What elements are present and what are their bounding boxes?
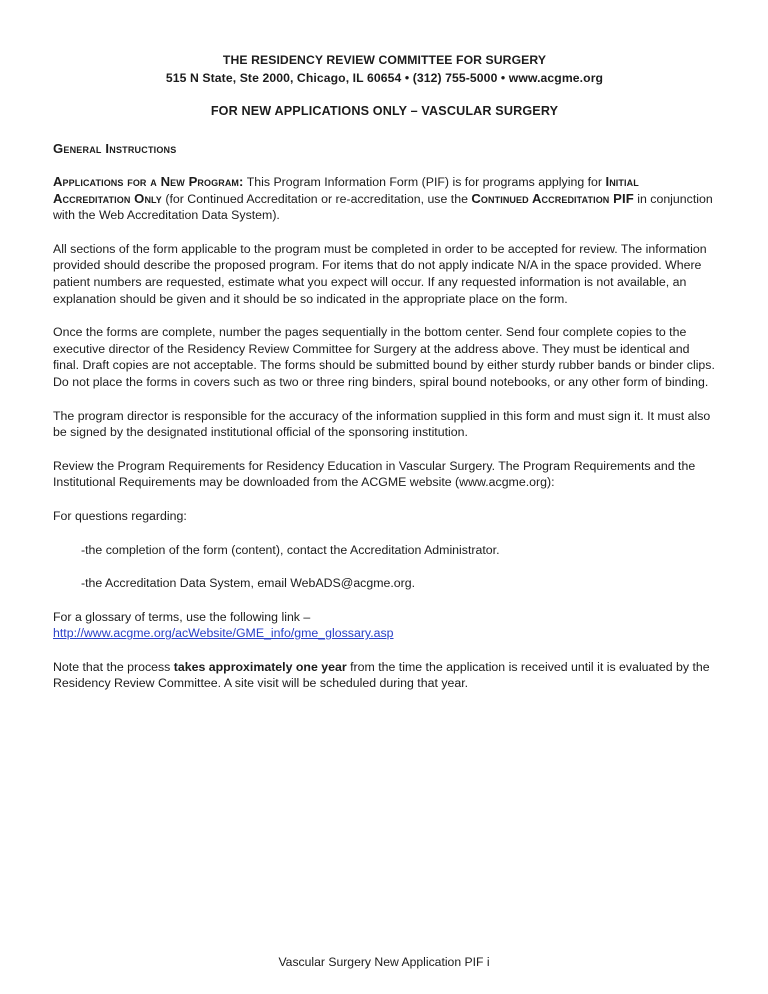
section-heading-general-instructions: General Instructions: [53, 141, 177, 156]
spacer: [53, 642, 716, 659]
page-footer: Vascular Surgery New Application PIF i: [278, 955, 490, 969]
continued-accreditation-label: Continued Accreditation PIF: [471, 190, 634, 206]
document-header: [53, 52, 716, 87]
paragraph-applications: [53, 174, 716, 224]
spacer: [53, 391, 716, 408]
paragraph-all-sections: All sections of the form applicable to the program must be completed in order to be accepted for review. The information provided should describe the proposed program. For items that do not apply indicate N/A in the space provided. Where patient numbers are requested, estimate what you expect will occur. If any requested information is not available, an explanation should be given and it should be so indicated in the appropriate place on the form.: [53, 241, 707, 306]
paragraph-forms-complete: Once the forms are complete, number the pages sequentially in the bottom center. Send four complete copies to the executive director of the Residency Review Committee for Surgery at the address above. They must be identical and final. Draft copies are not acceptable. The forms should be submitted bound by either sturdy rubber bands or binder clips. Do not place the forms in covers such as two or three ring binders, spiral bound notebooks, or any other form of binding.: [53, 325, 715, 389]
spacer: [53, 307, 716, 324]
paragraph-glossary: [53, 609, 716, 642]
initial-accreditation-label: Initial Accreditation Only: [53, 174, 639, 206]
document-subtitle: FOR NEW APPLICATIONS ONLY – VASCULAR SURGERY: [210, 104, 559, 118]
spacer: [53, 441, 716, 458]
document-content: [53, 52, 716, 692]
paragraph-program-requirements: Review the Program Requirements for Residency Education in Vascular Surgery. The Program Requirements and the Institutional Requirements may be downloaded from the ACGME website (www.acgme.org):: [53, 458, 696, 490]
spacer: [53, 224, 716, 241]
glossary-link[interactable]: http://www.acgme.org/acWebsite/GME_info/gme_glossary.asp: [53, 626, 394, 641]
note-text-2: from the time the application is received until it is evaluated by the Residency Review Committee. A site visit will be scheduled during that year.: [53, 659, 710, 691]
spacer: [53, 491, 716, 508]
note-bold-text: takes approximately one year: [173, 659, 347, 674]
spacer: [53, 157, 716, 174]
questions-intro: For questions regarding:: [53, 508, 187, 523]
question-item-accreditation-data-system: -the Accreditation Data System, email WebADS@acgme.org.: [81, 576, 416, 591]
spacer: [53, 592, 716, 609]
applications-text-2: (for Continued Accreditation or re-accreditation, use the: [161, 191, 472, 206]
organization-address: 515 N State, Ste 2000, Chicago, IL 60654 • (312) 755-5000 • www.acgme.org: [165, 70, 604, 85]
question-item-form-completion: -the completion of the form (content), contact the Accreditation Administrator.: [81, 542, 500, 557]
glossary-intro: For a glossary of terms, use the following link –: [53, 609, 311, 624]
applications-text-1: This Program Information Form (PIF) is for programs applying for: [243, 175, 606, 189]
note-text-1: Note that the process: [53, 659, 174, 674]
organization-title: THE RESIDENCY REVIEW COMMITTEE FOR SURGERY: [222, 53, 547, 67]
paragraph-note: [53, 659, 716, 692]
applications-text-3: in conjunction with the Web Accreditation Data System).: [53, 191, 713, 223]
spacer: [53, 118, 716, 141]
paragraph-program-director: The program director is responsible for the accuracy of the information supplied in this form and must sign it. It must also be signed by the designated institutional official of the sponsoring institution.: [53, 408, 711, 440]
spacer: [53, 558, 716, 575]
spacer: [53, 525, 716, 542]
applications-label: Applications for a New Program:: [53, 174, 244, 189]
